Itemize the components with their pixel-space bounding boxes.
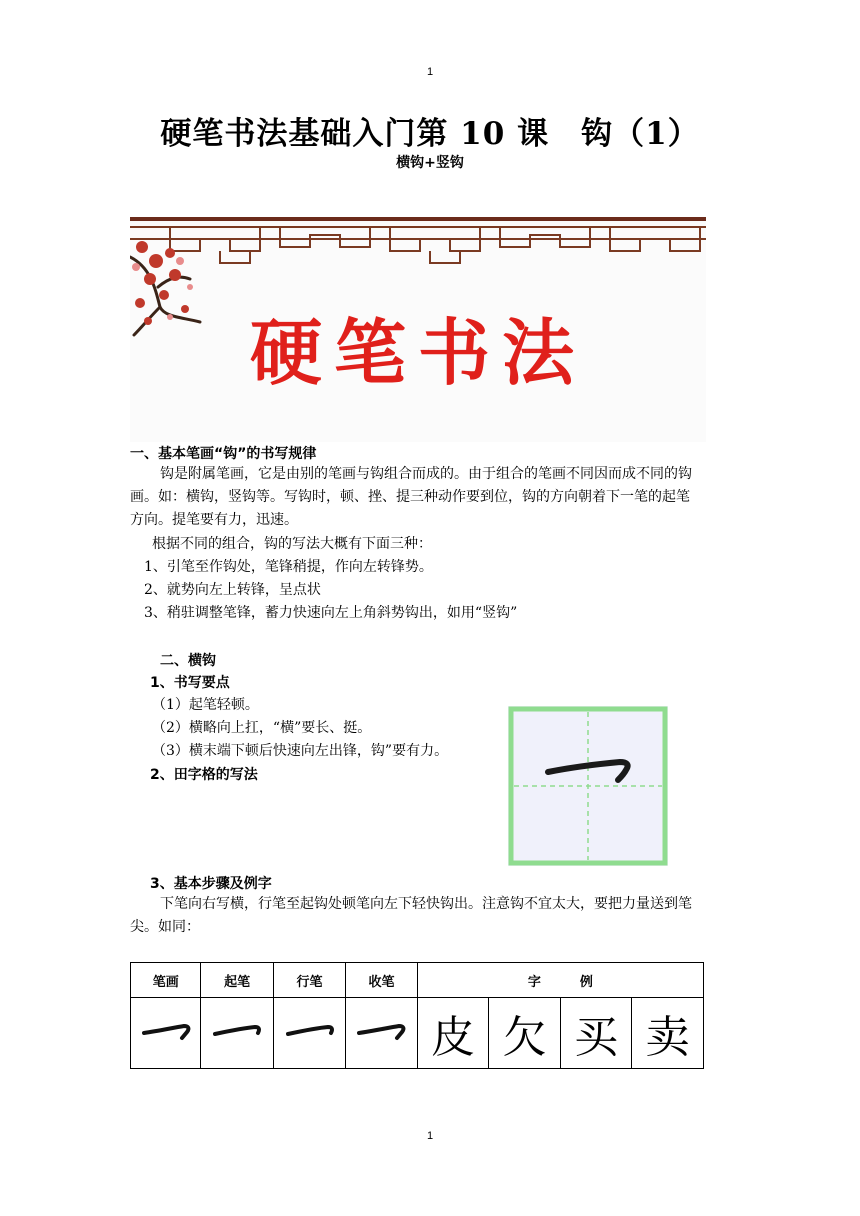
section1-para1-line1: 钩是附属笔画，它是由别的笔画与钩组合而成的。由于组合的笔画不同因而成不同的钩: [160, 466, 692, 482]
example-char-2: 欠: [489, 998, 561, 1069]
stroke-start-cell: [201, 998, 273, 1069]
section1-para1-line2: 画。如：横钩，竖钩等。写钩时，顿、挫、提三种动作要到位，钩的方向朝着下一笔的起笔: [130, 489, 690, 505]
point-3: （3）横末端下顿后快速向左出锋，钩”要有力。: [152, 743, 449, 759]
page-number-top: 1: [426, 66, 434, 78]
stroke-steps-table: [130, 962, 704, 1069]
stroke-move-cell: [273, 998, 345, 1069]
example-char-1: 皮: [417, 998, 489, 1069]
stroke-end-cell: [346, 998, 417, 1069]
table-header-row: [131, 963, 704, 998]
section1-para1-line3: 方向。提笔要有力，迅速。: [130, 512, 298, 528]
section2-sub1: 1、书写要点: [150, 675, 230, 691]
header-end: 收笔: [346, 963, 417, 998]
page-number-bottom: 1: [426, 1130, 434, 1142]
header-start: 起笔: [201, 963, 273, 998]
move-stroke-image: [280, 1011, 340, 1051]
section1-item-3: 3、稍驻调整笔锋，蓄力快速向左上角斜势钩出，如用“竖钩”: [144, 605, 518, 621]
section2-sub2: 2、田字格的写法: [150, 767, 258, 783]
end-stroke-image: [351, 1011, 411, 1051]
tianzige-grid-image: [508, 706, 668, 866]
hengou-stroke-image: [136, 1011, 196, 1051]
calligraphy-banner-image: [130, 217, 706, 442]
section2-heading: 二、横钩: [160, 653, 216, 669]
section1-item-2: 2、就势向左上转锋，呈点状: [144, 582, 321, 598]
example-char-4: 卖: [632, 998, 704, 1069]
page-title: 硬笔书法基础入门第 10 课 钩（1）: [160, 116, 700, 152]
header-move: 行笔: [273, 963, 345, 998]
section1-para2: 根据不同的组合，钩的写法大概有下面三种：: [152, 536, 432, 552]
stroke-hengou-cell: [131, 998, 201, 1069]
table-body-row: [131, 998, 704, 1069]
section1-heading: 一、基本笔画“钩”的书写规律: [130, 446, 317, 462]
example-char-3: 买: [560, 998, 632, 1069]
header-examples: 字 例: [417, 963, 703, 998]
point-1: （1）起笔轻顿。: [152, 697, 259, 713]
section2-sub3: 3、基本步骤及例字: [150, 876, 272, 892]
header-stroke: 笔画: [131, 963, 201, 998]
point-2: （2）横略向上扛，“横”要长、挺。: [152, 720, 372, 736]
section1-item-1: 1、引笔至作钩处，笔锋稍提，作向左转锋势。: [144, 559, 433, 575]
section2-para-line2: 尖。如同：: [130, 919, 200, 935]
banner-brand-text: 硬笔书法: [250, 310, 587, 395]
page-subtitle: 横钩+竖钩: [396, 155, 464, 171]
tianzige-hengou-illustration: [508, 706, 668, 866]
section2-para-line1: 下笔向右写横，行笔至起钩处顿笔向左下轻快钩出。注意钩不宜太大，要把力量送到笔: [160, 896, 692, 912]
start-stroke-image: [207, 1011, 267, 1051]
